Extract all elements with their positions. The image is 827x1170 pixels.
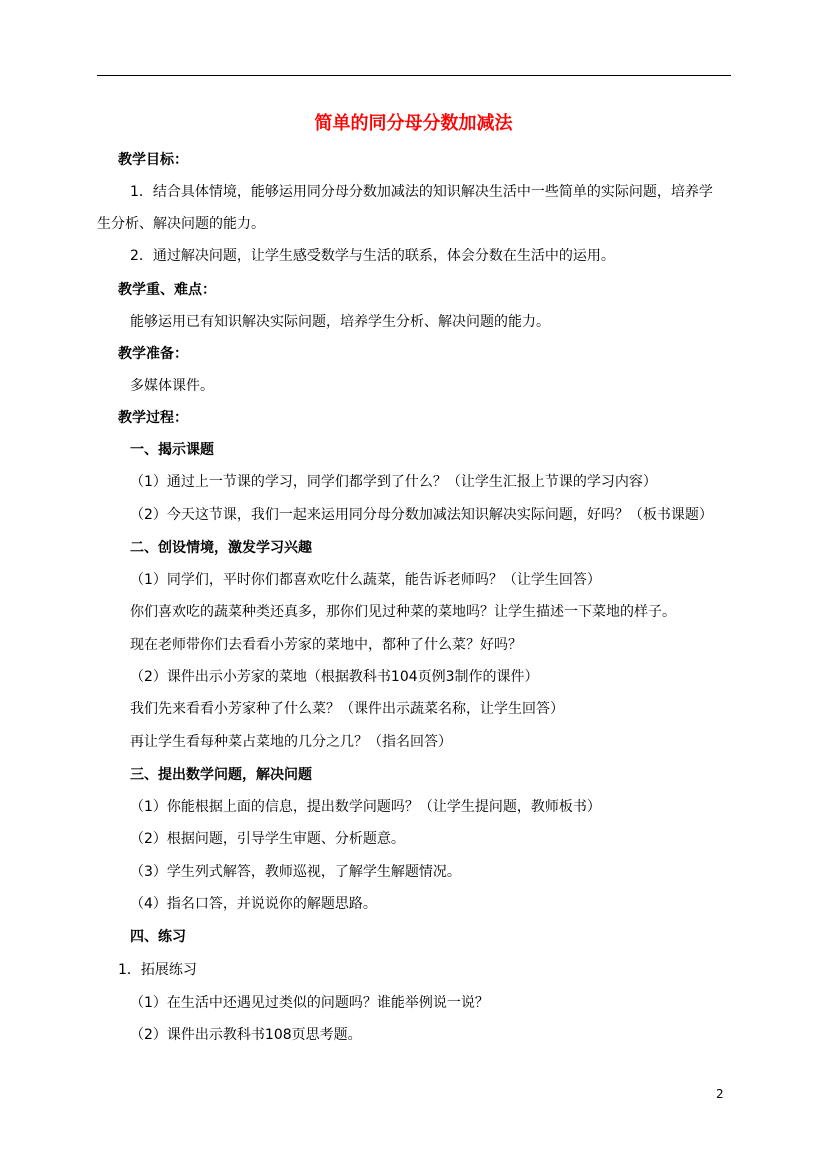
- body-line: 我们先来看看小芳家种了什么菜？（课件出示蔬菜名称，让学生回答）: [130, 701, 564, 717]
- section-heading: 教学过程：: [118, 410, 188, 426]
- body-line: （4）指名口答，并说说你的解题思路。: [130, 896, 377, 912]
- body-line: （3）学生列式解答，教师巡视，了解学生解题情况。: [130, 864, 461, 880]
- section-heading: 二、创设情境，激发学习兴趣: [130, 540, 312, 556]
- body-line: （2）今天这节课，我们一起来运用同分母分数加减法知识解决实际问题，好吗？（板书课题）: [130, 507, 713, 523]
- body-line: （2）课件出示教科书108页思考题。: [130, 1027, 362, 1043]
- body-line: （1）通过上一节课的学习，同学们都学到了什么？（让学生汇报上节课的学习内容）: [130, 474, 657, 490]
- section-heading: 教学目标：: [118, 152, 188, 168]
- header-rule: [97, 75, 731, 76]
- body-line: （2）课件出示小芳家的菜地（根据教科书104页例3制作的课件）: [130, 669, 539, 685]
- body-line: 多媒体课件。: [130, 378, 214, 394]
- body-line: （2）根据问题，引导学生审题、分析题意。: [130, 831, 405, 847]
- body-line: 1．结合具体情境，能够运用同分母分数加减法的知识解决生活中一些简单的实际问题，培养学: [130, 184, 713, 200]
- page-number: 2: [716, 1087, 724, 1101]
- body-line: （1）你能根据上面的信息，提出数学问题吗？（让学生提问题，教师板书）: [130, 799, 601, 815]
- body-line: 再让学生看每种菜占菜地的几分之几？（指名回答）: [130, 734, 452, 750]
- section-heading: 一、揭示课题: [130, 442, 214, 458]
- body-line: （1）同学们，平时你们都喜欢吃什么蔬菜，能告诉老师吗？（让学生回答）: [130, 572, 601, 588]
- body-line: 1．拓展练习: [118, 962, 197, 978]
- body-line: 2．通过解决问题，让学生感受数学与生活的联系，体会分数在生活中的运用。: [130, 248, 615, 264]
- section-heading: 四、练习: [130, 929, 186, 945]
- body-line: 你们喜欢吃的蔬菜种类还真多，那你们见过种菜的菜地吗？让学生描述一下菜地的样子。: [130, 604, 676, 620]
- body-line: 现在老师带你们去看看小芳家的菜地中，都种了什么菜？好吗？: [130, 637, 522, 653]
- body-line: 生分析、解决问题的能力。: [97, 216, 265, 232]
- section-heading: 教学重、难点：: [118, 282, 216, 298]
- body-line: （1）在生活中还遇见过类似的问题吗？谁能举例说一说？: [130, 995, 489, 1011]
- section-heading: 三、提出数学问题，解决问题: [130, 767, 312, 783]
- body-line: 能够运用已有知识解决实际问题，培养学生分析、解决问题的能力。: [130, 314, 550, 330]
- section-heading: 教学准备：: [118, 346, 188, 362]
- document-title: 简单的同分母分数加减法: [314, 113, 513, 134]
